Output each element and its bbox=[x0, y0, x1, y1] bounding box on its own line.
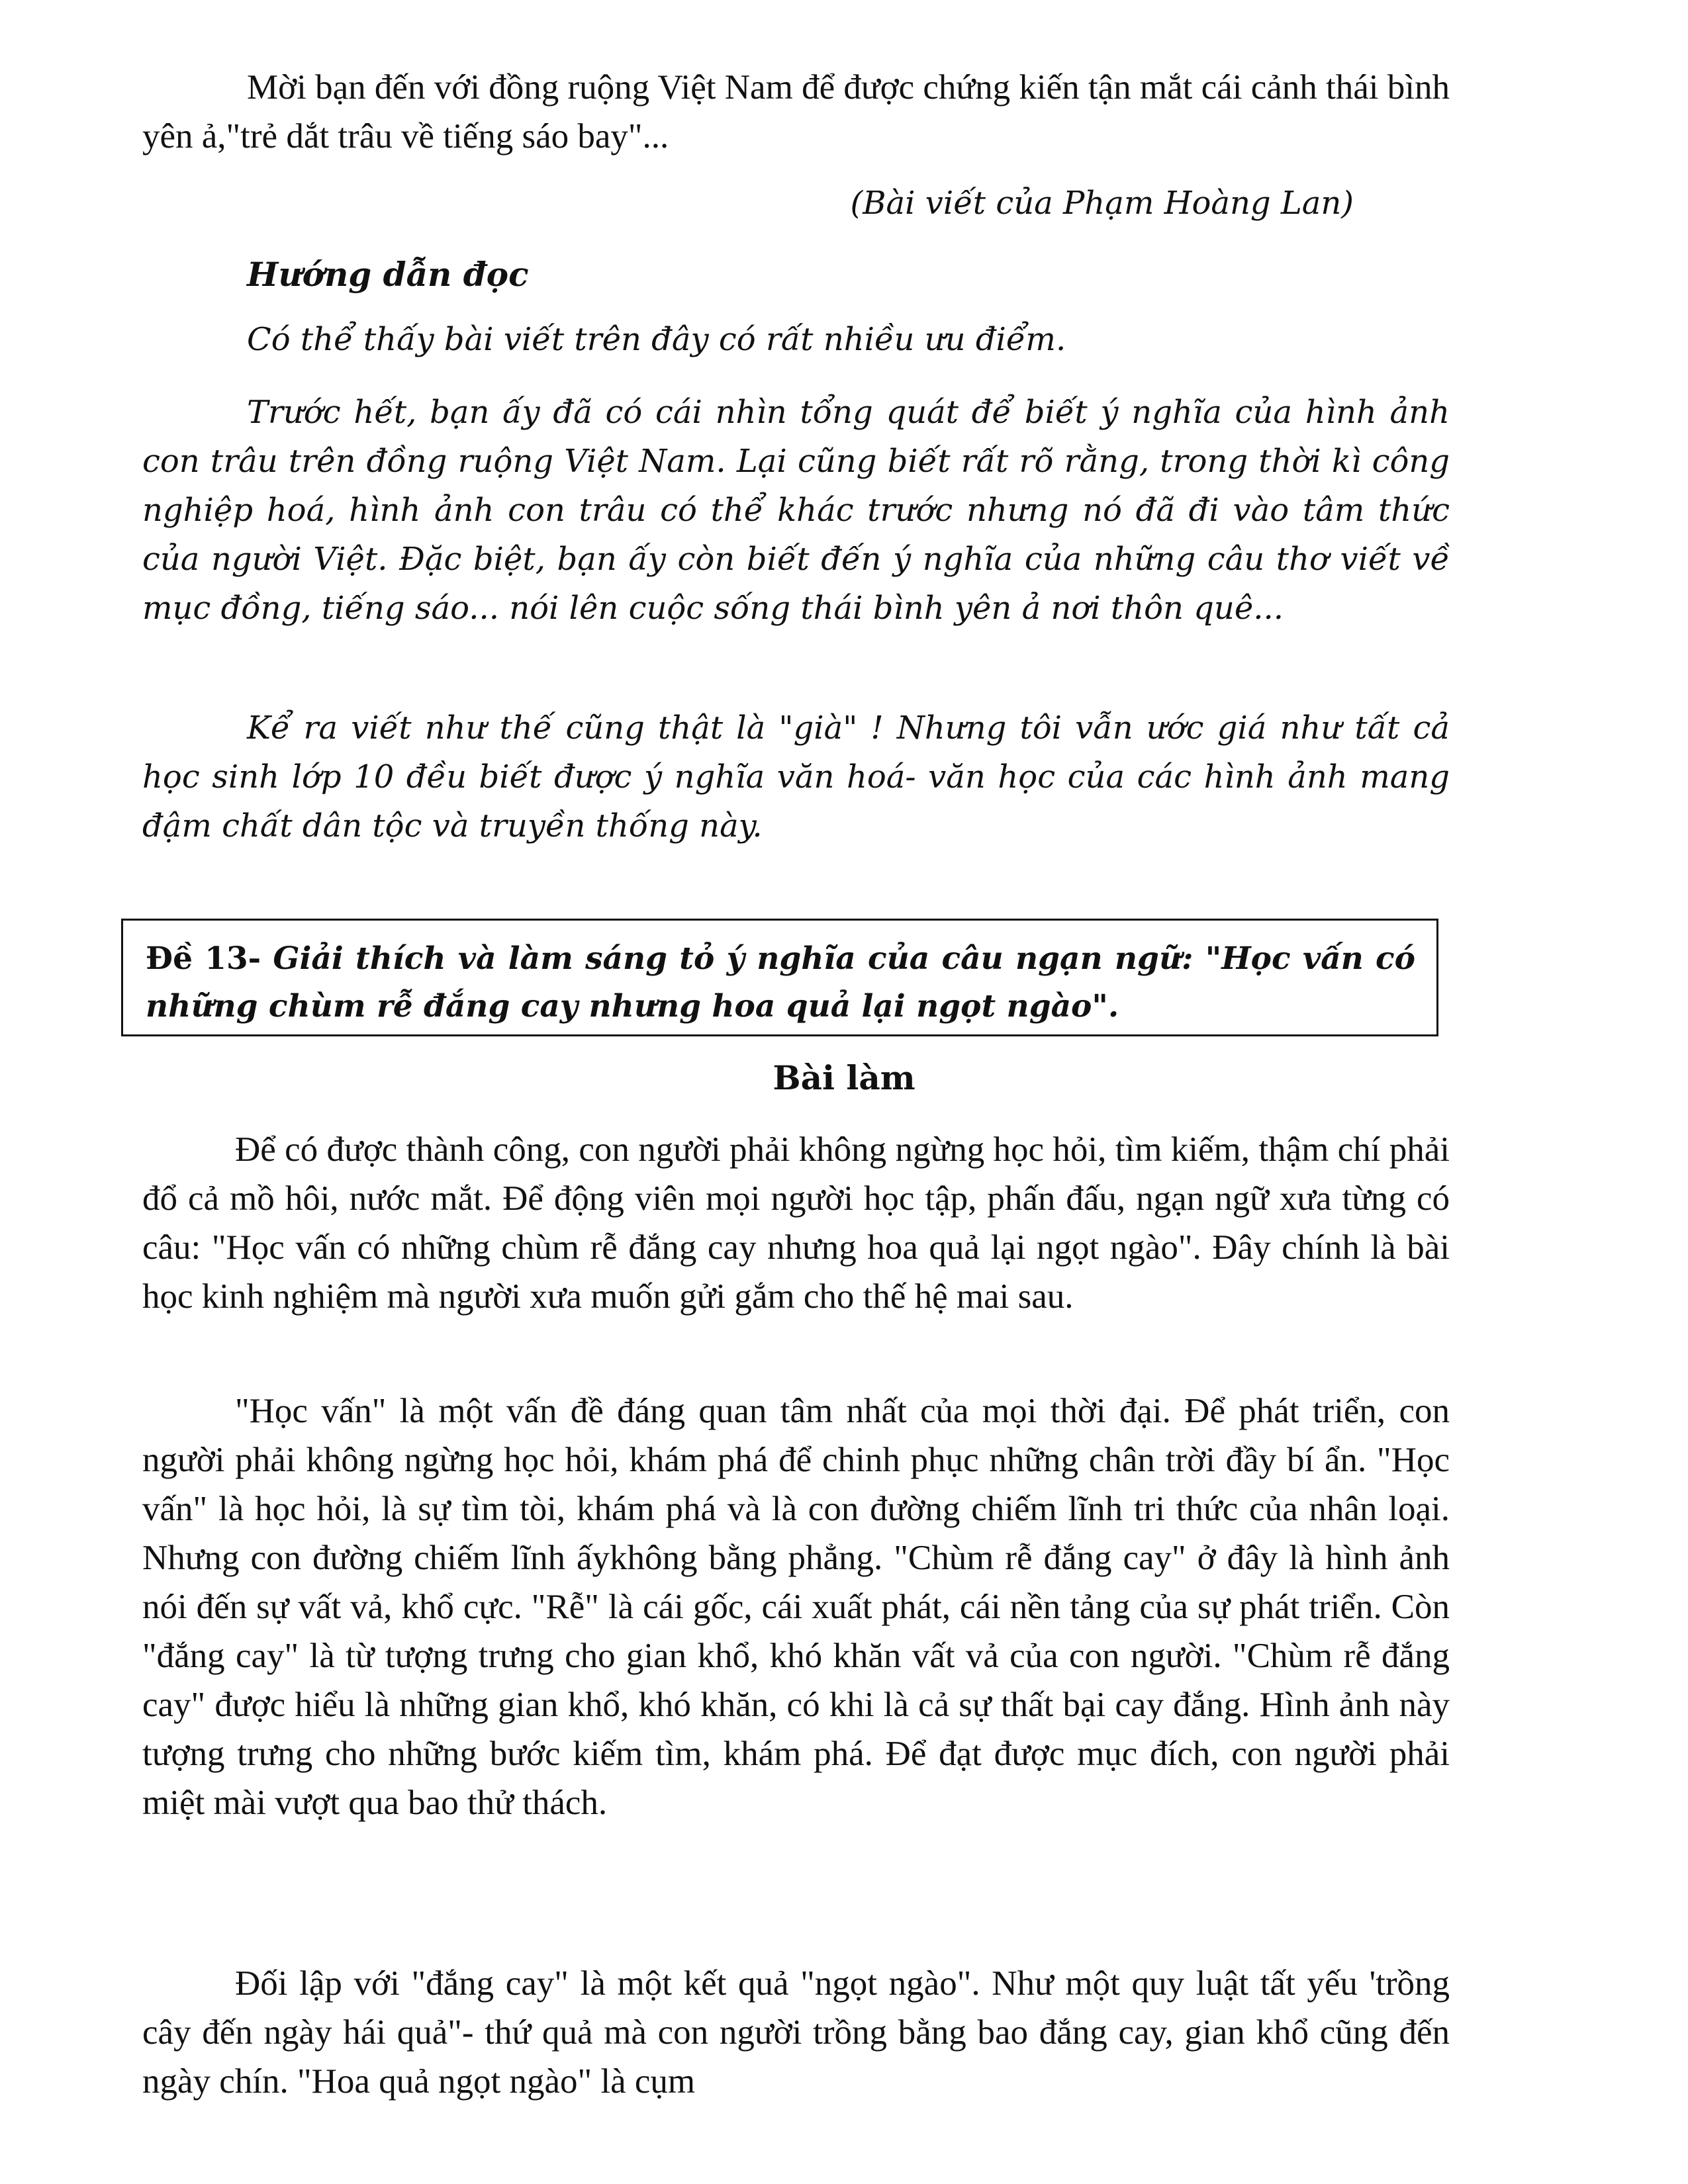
topic-text: Giải thích và làm sáng tỏ ý nghĩa của câu ngạn ngữ: "Học vấn có những chùm rễ đắng cay nhưng hoa quả lại ngọt ngào". bbox=[146, 940, 1415, 1024]
essay-paragraph-1: Để có được thành công, con người phải không ngừng học hỏi, tìm kiếm, thậm chí phải đổ cả mồ hôi, nước mắt. Để động viên mọi người học tập, phấn đấu, ngạn ngữ xưa từng có câu: "Học vấn có những chùm rễ đắng cay nhưng hoa quả lại ngọt ngào". Đây chính là bài học kinh nghiệm mà người xưa muốn gửi gắm cho thế hệ mai sau. bbox=[142, 1130, 1450, 1316]
essay-heading: Bài làm bbox=[773, 1058, 915, 1097]
guide-paragraph-1: Có thể thấy bài viết trên đây có rất nhiều ưu điểm. bbox=[247, 321, 1066, 358]
topic-number: Đề 13- bbox=[146, 940, 261, 977]
topic-box bbox=[121, 919, 1438, 1036]
guide-paragraph-3: Kể ra viết như thế cũng thật là "già" ! Nhưng tôi vẫn ước giá như tất cả học sinh lớp 10 đều biết được ý nghĩa văn hoá- văn học của các hình ảnh mang đậm chất dân tộc và truyền thống này. bbox=[142, 709, 1450, 844]
guide-heading: Hướng dẫn đọc bbox=[247, 255, 529, 294]
essay-paragraph-3: Đối lập với "đắng cay" là một kết quả "ngọt ngào". Như một quy luật tất yếu 'trồng cây đến ngày hái quả"- thứ quả mà con người trồng bằng bao đắng cay, gian khổ cũng đến ngày chín. "Hoa quả ngọt ngào" là cụm bbox=[142, 1964, 1450, 2101]
attribution: (Bài viết của Phạm Hoàng Lan) bbox=[850, 185, 1354, 222]
intro-paragraph: Mời bạn đến với đồng ruộng Việt Nam để được chứng kiến tận mắt cái cảnh thái bình yên ả,"trẻ dắt trâu về tiếng sáo bay"... bbox=[142, 68, 1450, 156]
guide-paragraph-2: Trước hết, bạn ấy đã có cái nhìn tổng quát để biết ý nghĩa của hình ảnh con trâu trên đồng ruộng Việt Nam. Lại cũng biết rất rõ rằng, trong thời kì công nghiệp hoá, hình ảnh con trâu có thể khác trước nhưng nó đã đi vào tâm thức của người Việt. Đặc biệt, bạn ấy còn biết đến ý nghĩa của những câu thơ viết về mục đồng, tiếng sáo... nói lên cuộc sống thái bình yên ả nơi thôn quê... bbox=[142, 394, 1450, 627]
topic-statement bbox=[146, 935, 1415, 1030]
essay-paragraph-2: "Học vấn" là một vấn đề đáng quan tâm nhất của mọi thời đại. Để phát triển, con người phải không ngừng học hỏi, khám phá để chinh phục những chân trời đầy bí ẩn. "Học vấn" là học hỏi, là sự tìm tòi, khám phá và là con đường chiếm lĩnh tri thức của nhân loại. Nhưng con đường chiếm lĩnh ấykhông bằng phẳng. "Chùm rễ đắng cay" ở đây là hình ảnh nói đến sự vất vả, khổ cực. "Rễ" là cái gốc, cái xuất phát, cái nền tảng của sự phát triển. Còn "đắng cay" là từ tượng trưng cho gian khổ, khó khăn vất vả của con người. "Chùm rễ đắng cay" được hiểu là những gian khổ, khó khăn, có khi là cả sự thất bại cay đắng. Hình ảnh này tượng trưng cho những bước kiếm tìm, khám phá. Để đạt được mục đích, con người phải miệt mài vượt qua bao thử thách. bbox=[142, 1392, 1450, 1822]
